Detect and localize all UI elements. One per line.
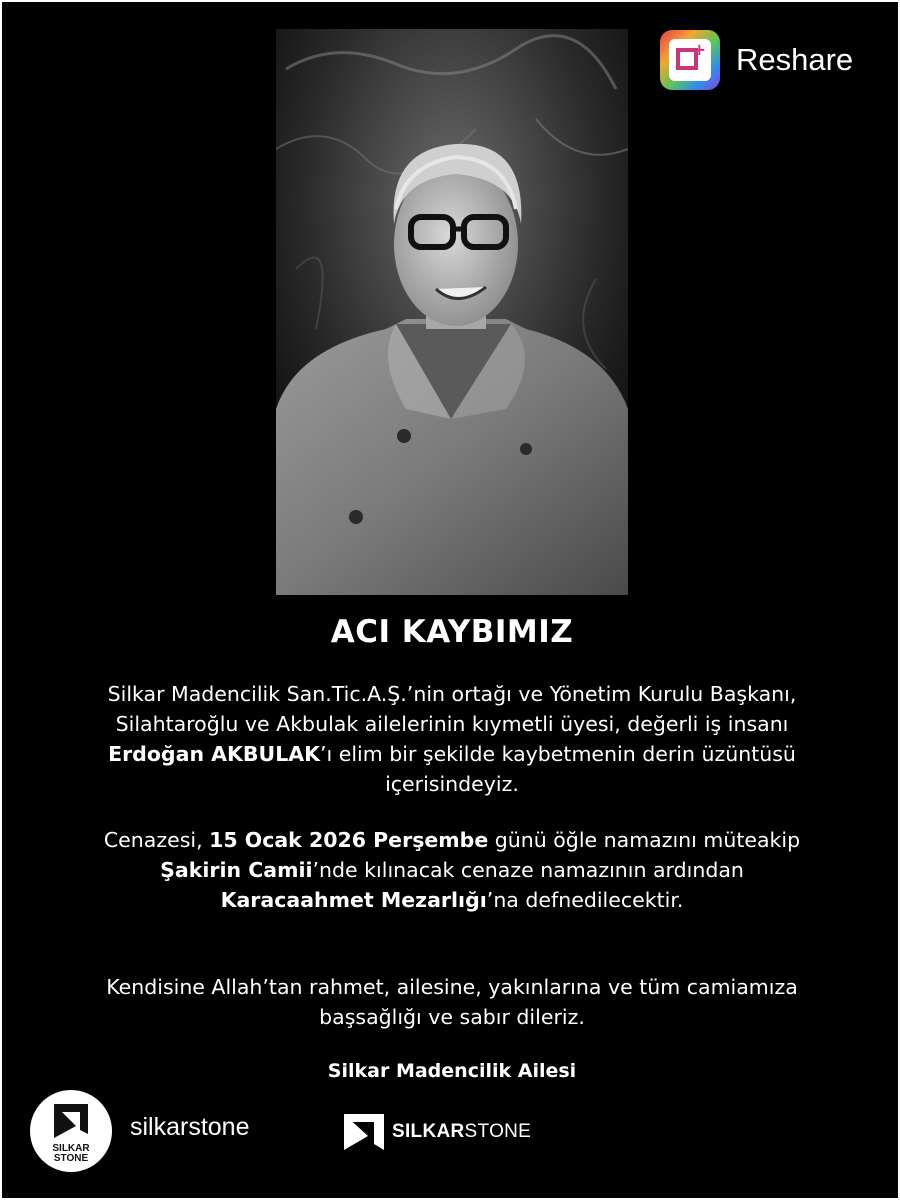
- reshare-badge[interactable]: [660, 30, 853, 90]
- portrait-photo: [276, 29, 628, 595]
- brand-wordmark: SILKARSTONE: [392, 1121, 532, 1142]
- signature: Silkar Madencilik Ailesi: [327, 1060, 577, 1082]
- avatar[interactable]: [30, 1090, 112, 1172]
- cemetery-name: Karacaahmet Mezarlığı: [220, 888, 487, 912]
- funeral-details-paragraph: Cenazesi, 15 Ocak 2026 Perşembe günü öğle namazını müteakip Şakirin Camii’nde kılınacak cenaze namazının ardından Karacaahmet Mezarlığı’na defnedilecektir.: [103, 828, 801, 912]
- deceased-name: Erdoğan AKBULAK: [108, 742, 321, 766]
- condolence-paragraph: Kendisine Allah’tan rahmet, ailesine, yakınlarına ve tüm camiamıza başsağlığı ve sabır dileriz.: [106, 975, 798, 1029]
- page-title: ACI KAYBIMIZ: [330, 614, 574, 650]
- silkar-brand-icon: [342, 1112, 386, 1152]
- mosque-name: Şakirin Camii: [160, 858, 313, 882]
- avatar-label-bottom: STONE: [53, 1153, 89, 1164]
- reshare-label[interactable]: Reshare: [736, 42, 854, 77]
- account-name[interactable]: silkarstone: [130, 1113, 250, 1141]
- brand-logo: [342, 1112, 531, 1152]
- avatar-label-top: SILKAR: [52, 1143, 90, 1154]
- post-image: [2, 2, 898, 1198]
- announcement-paragraph: Silkar Madencilik San.Tic.A.Ş.’nin ortağı ve Yönetim Kurulu Başkanı, Silahtaroğlu ve Akbulak ailelerinin kıymetli üyesi, değerli iş insanı Erdoğan AKBULAK’ı elim bir şekilde kaybetmenin derin üzüntüsü içerisindeyiz.: [107, 682, 797, 796]
- reshare-icon[interactable]: +: [660, 30, 720, 90]
- funeral-date: 15 Ocak 2026 Perşembe: [209, 828, 489, 852]
